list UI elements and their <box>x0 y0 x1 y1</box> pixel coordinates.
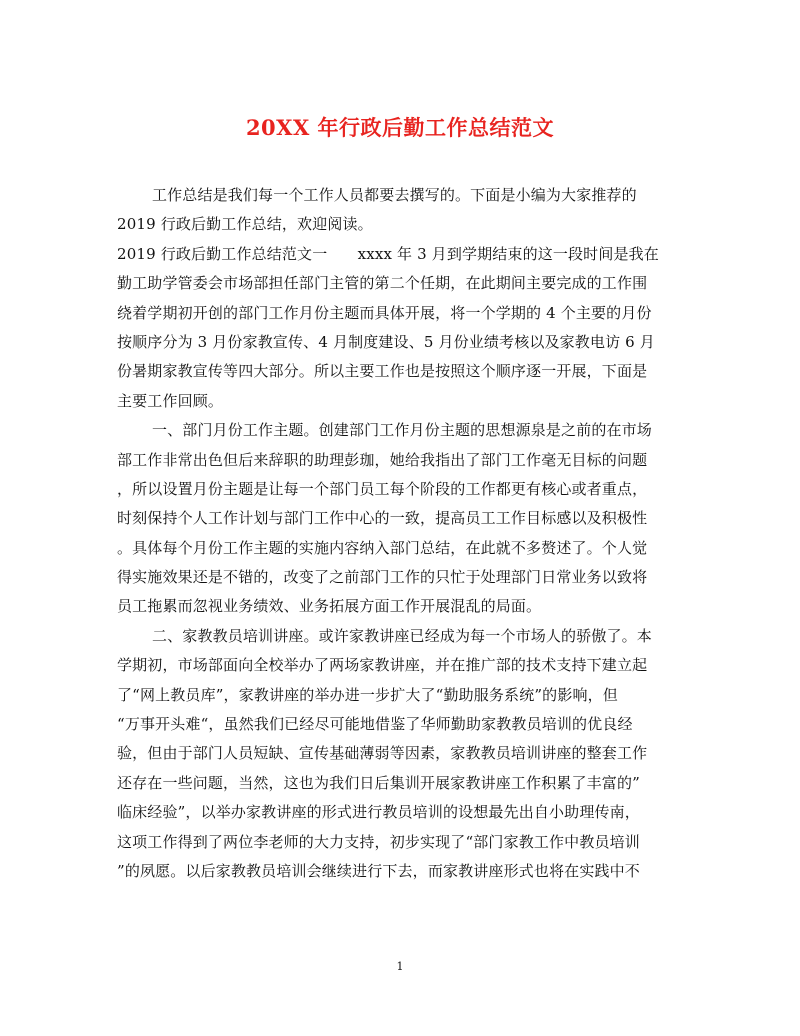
body-line-7: 份暑期家教宣传等四大部分。所以主要工作也是按照这个顺序逐一开展，下面是 <box>117 362 648 381</box>
body-line-9: 一、部门月份工作主题。创建部门工作月份主题的思想源泉是之前的在市场 <box>152 421 652 440</box>
document-body <box>117 181 685 886</box>
body-line-4: 勤工助学管委会市场部担任部门主管的第二个任期，在此期间主要完成的工作围 <box>117 274 648 293</box>
body-line-16: 二、家教教员培训讲座。或许家教讲座已经成为每一个市场人的骄傲了。本 <box>152 626 652 645</box>
body-line-22: 临床经验”，以举办家教讲座的形式进行教员培训的设想最先出自小助理传南， <box>117 803 640 822</box>
page-number: 1 <box>396 960 404 973</box>
body-line-23: 这项工作得到了两位李老师的大力支持，初步实现了“部门家教工作中教员培训 <box>117 832 640 851</box>
body-line-14: 得实施效果还是不错的，改变了之前部门工作的只忙于处理部门日常业务以致将 <box>117 568 648 587</box>
body-line-13: 。具体每个月份工作主题的实施内容纳入部门总结，在此就不多赘述了。个人觉 <box>117 538 648 557</box>
body-line-5: 绕着学期初开创的部门工作月份主题而具体开展，将一个学期的 4 个主要的月份 <box>117 303 652 322</box>
body-line-17: 学期初，市场部面向全校举办了两场家教讲座，并在推广部的技术支持下建立起 <box>117 656 648 675</box>
body-line-21: 还存在一些问题，当然，这也为我们日后集训开展家教讲座工作积累了丰富的” <box>117 773 640 792</box>
body-line-15: 员工拖累而忽视业务绩效、业务拓展方面工作开展混乱的局面。 <box>117 597 542 616</box>
body-line-2: 2019 行政后勤工作总结，欢迎阅读。 <box>117 215 373 234</box>
body-line-19: “万事开头难“，虽然我们已经尽可能地借鉴了华师勤助家教教员培训的优良经 <box>117 715 633 734</box>
body-line-8: 主要工作回顾。 <box>117 391 224 410</box>
body-line-24: ”的夙愿。以后家教教员培训会继续进行下去，而家教讲座形式也将在实践中不 <box>117 861 640 880</box>
body-line-18: 了“网上教员库”，家教讲座的举办进一步扩大了“勤助服务系统”的影响，但 <box>117 685 618 704</box>
body-line-20: 验，但由于部门人员短缺、宣传基础薄弱等因素，家教教员培训讲座的整套工作 <box>117 744 648 763</box>
body-line-3: 2019 行政后勤工作总结范文一 xxxx 年 3 月到学期结束的这一段时间是我在 <box>117 244 659 263</box>
body-line-11: ，所以设置月份主题是让每一个部门员工每个阶段的工作都更有核心或者重点， <box>117 479 648 498</box>
document-title: 20XX 年行政后勤工作总结范文 <box>245 115 555 140</box>
body-line-6: 按顺序分为 3 月份家教宣传、4 月制度建设、5 月份业绩考核以及家教电访 6 月 <box>117 332 655 351</box>
body-line-1: 工作总结是我们每一个工作人员都要去撰写的。下面是小编为大家推荐的 <box>152 186 637 204</box>
body-line-10: 部工作非常出色但后来辞职的助理彭珈，她给我指出了部门工作毫无目标的问题 <box>117 450 648 469</box>
body-line-12: 时刻保持个人工作计划与部门工作中心的一致，提高员工工作目标感以及积极性 <box>117 509 648 528</box>
